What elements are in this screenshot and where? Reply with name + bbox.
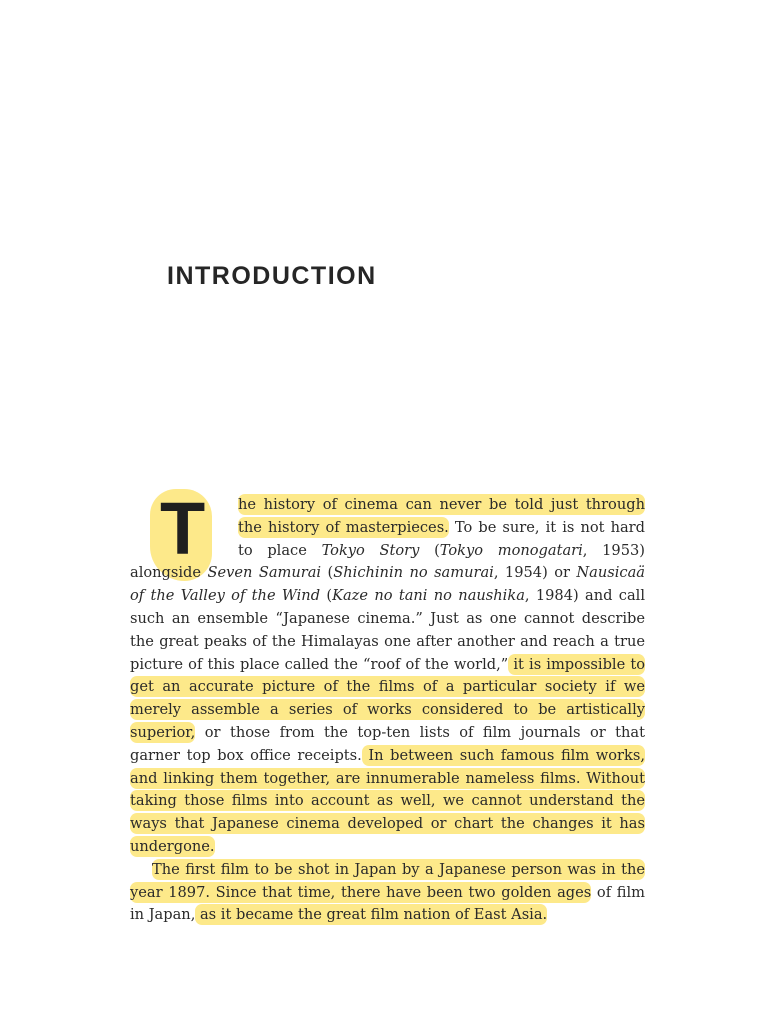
highlighted-text[interactable]: it is impossible to get an accurate picture of the films of a particular society if we merely assemble a series of works considered to be artistically superior, bbox=[130, 655, 646, 741]
chapter-heading: INTRODUCTION bbox=[167, 262, 377, 290]
film-title: Nausicaä of the Valley of the Wind bbox=[130, 564, 646, 605]
body-text: , 1953) alongside bbox=[130, 541, 645, 582]
body-text: , 1954) or bbox=[493, 564, 577, 582]
body-text: , 1984) and call such an ensemble “Japanese cinema.” Just as one cannot describe the great peaks of the Himalayas one after another and reach a true picture of this place called the “roof of the world,” bbox=[130, 587, 645, 673]
body-text: of film in Japan, bbox=[130, 883, 645, 924]
body-text: ( bbox=[419, 541, 440, 559]
paragraph-1 bbox=[130, 487, 646, 859]
film-title-japanese: Shichinin no samurai bbox=[333, 564, 494, 582]
drop-cap-letter: T bbox=[160, 487, 206, 570]
film-title: Seven Samurai bbox=[207, 564, 322, 582]
body-text: or those from the top-ten lists of film journals or that garner top box office receipts. bbox=[130, 723, 645, 764]
film-title: Tokyo Story bbox=[321, 541, 420, 559]
body-text: ( bbox=[320, 587, 333, 605]
highlighted-text[interactable]: as it became the great film nation of East Asia. bbox=[195, 906, 548, 924]
film-title-japanese: Tokyo monogatari bbox=[439, 541, 583, 559]
highlighted-text[interactable]: In between such famous film works, and linking them together, are innumerable nameless films. Without taking those films into account as well, we cannot understand the ways that Japanese cinema developed or chart the changes it has undergone. bbox=[130, 746, 645, 855]
highlighted-text[interactable]: he history of cinema can never be told just through the history of masterpieces. bbox=[238, 496, 645, 536]
chapter-body bbox=[130, 487, 646, 927]
paragraph-2 bbox=[130, 859, 645, 927]
highlighted-text[interactable]: The first film to be shot in Japan by a Japanese person was in the year 1897. Since that time, there have been two golden ages bbox=[130, 860, 645, 901]
body-text: To be sure, it is not hard to place bbox=[238, 518, 645, 559]
body-text: ( bbox=[321, 564, 334, 582]
film-title-japanese: Kaze no tani no naushika bbox=[332, 587, 525, 605]
